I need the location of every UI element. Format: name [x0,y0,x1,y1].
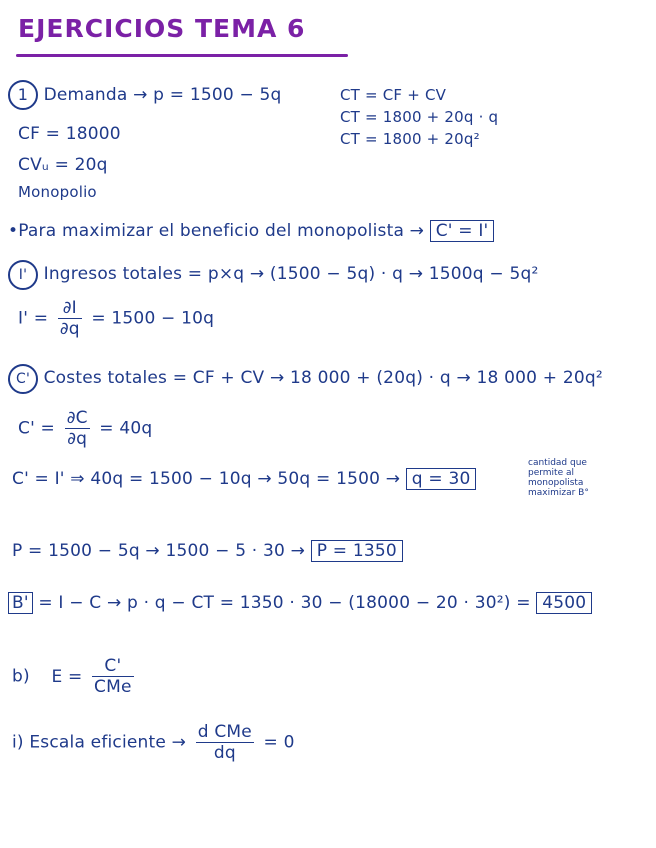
fraction-denominator: ∂q [59,319,80,339]
fraction-denominator: CMe [94,677,132,697]
fraction-numerator: d CMe [197,722,252,742]
marginal-cost-rhs: = 40q [99,418,153,439]
elasticity-fraction [92,656,134,697]
equilibrium-text: C' = I' ⇒ 40q = 1500 − 10q → 50q = 1500 → [12,469,401,489]
exercise-number: 1 [8,80,38,110]
efficient-scale-label: i) Escala eficiente → [12,732,187,753]
maximize-box: C' = I' [430,220,495,242]
cost-label: C' [8,364,38,394]
revenue-label: I' [8,260,38,290]
benefit-text: = I − C → p · q − CT = 1350 · 30 − (18000 − 20 · 30²) = [38,593,531,613]
revenue-line [8,260,538,290]
market-type: Monopolio [18,183,97,201]
part-b-label: b) [12,666,30,687]
benefit-box: 4500 [536,592,592,614]
quantity-box: q = 30 [406,468,477,490]
title-underline [16,54,348,57]
benefit-label: B' [8,592,33,614]
quantity-note: cantidad que permite al monopolista maximizar B° [528,458,589,498]
cost-text: Costes totales = CF + CV → 18 000 + (20q) · q → 18 000 + 20q² [43,368,603,388]
elasticity-lhs: E = [51,666,83,687]
price-box: P = 1350 [311,540,403,562]
price-text: P = 1500 − 5q → 1500 − 5 · 30 → [12,541,306,561]
fraction-numerator: C' [92,656,134,677]
fraction-denominator: dq [213,743,236,763]
total-cost-line-1: CT = CF + CV [340,86,447,104]
maximize-condition [8,220,494,242]
maximize-text: •Para maximizar el beneficio del monopolista → [8,221,425,241]
benefit-line [8,592,592,614]
marginal-revenue-lhs: I' = [18,308,49,329]
revenue-text: Ingresos totales = p×q → (1500 − 5q) · q → 1500q − 5q² [43,264,539,284]
part-b [12,656,138,697]
marginal-cost-lhs: C' = [18,418,55,439]
fraction-numerator: ∂C [66,408,88,428]
total-cost-line-3: CT = 1800 + 20q² [340,130,480,148]
marginal-cost-fraction [65,408,90,449]
demand-equation: Demanda → p = 1500 − 5q [43,85,282,105]
fraction-numerator: ∂I [58,298,82,319]
variable-unit-cost: CVᵤ = 20q [18,155,108,175]
exercise-1-header [8,80,282,110]
fraction-denominator: ∂q [67,429,88,449]
efficient-scale-fraction [196,722,254,763]
equilibrium-line [12,468,476,490]
efficient-scale-rhs: = 0 [263,732,295,753]
efficient-scale [12,722,295,763]
marginal-cost [18,408,152,449]
total-cost-line-2: CT = 1800 + 20q · q [340,108,499,126]
marginal-revenue-rhs: = 1500 − 10q [91,308,215,329]
cost-line [8,364,603,394]
price-line [12,540,403,562]
marginal-revenue-fraction [58,298,82,339]
marginal-revenue [18,298,214,339]
page-title: EJERCICIOS TEMA 6 [18,14,306,43]
fixed-cost: CF = 18000 [18,124,121,144]
